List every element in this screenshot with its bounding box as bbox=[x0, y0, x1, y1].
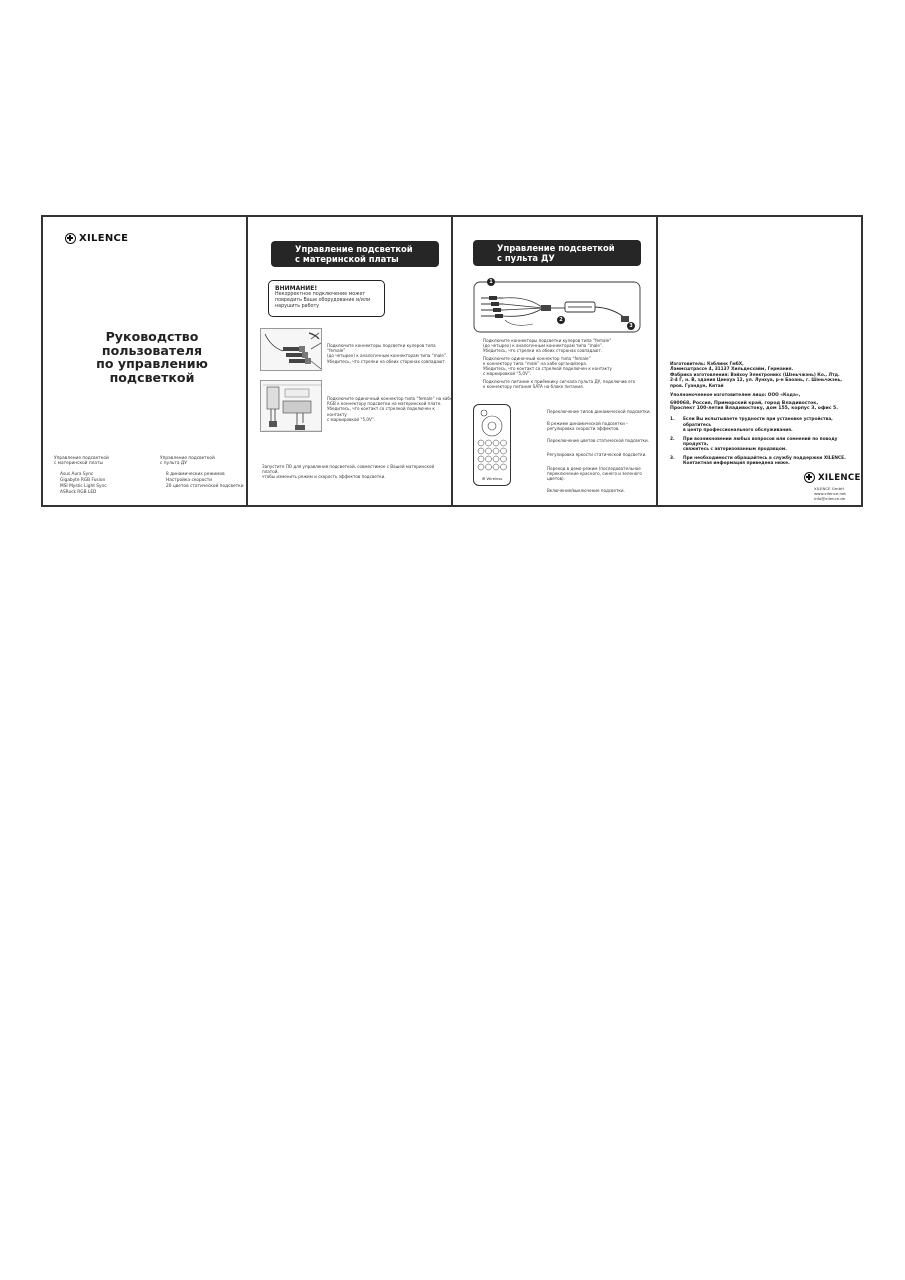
motherboard-step-2: Подключите одиночный коннектор типа “female” на хабе RGB к коннектору подсветки на материнской плате. Убедитесь, что контакт со стрелкой подключен к контакту с маркировкой “5,0V”. bbox=[327, 396, 453, 422]
motherboard-header-illustration bbox=[260, 380, 322, 432]
remote-connection-illustration bbox=[473, 278, 643, 334]
step-marker-3: 3 bbox=[627, 322, 635, 330]
ir-remote bbox=[473, 404, 511, 486]
warning-box: ВНИМАНИЕ! Некорректное подключение может повредить Ваше оборудование и/или нарушить работу bbox=[268, 280, 385, 317]
manual-sheet bbox=[41, 215, 863, 507]
hub-and-receiver-icon bbox=[473, 278, 643, 334]
list-item: 2. При возникновении любых вопросов или сомнений по поводу продукта, свяжитесь с авторизованным продавцом. bbox=[670, 436, 838, 453]
list-item: ASRock RGB LED bbox=[60, 489, 97, 495]
list-item: 8 динамических режимов bbox=[166, 471, 225, 477]
section-title-motherboard: Управление подсветкой с материнской платы bbox=[271, 241, 439, 267]
list-item: В режиме динамической подсветки – регулировка скорости эффектов. bbox=[547, 421, 629, 431]
list-item: Переход в демо-режим (последовательное переключение красного, синего и зеленого цветов). bbox=[547, 466, 642, 481]
email-link[interactable]: info@xilence.de bbox=[814, 495, 846, 501]
remote-panel bbox=[453, 217, 658, 505]
motherboard-hub-icon bbox=[261, 381, 322, 432]
list-item: Переключение цветов статической подсветки. bbox=[547, 438, 649, 443]
remote-buttons-icon bbox=[474, 406, 510, 478]
xilence-logo-footer: XILENCE bbox=[804, 472, 861, 483]
list-item: Настройка скорости bbox=[166, 477, 213, 483]
info-panel bbox=[658, 217, 861, 505]
xilence-logo: XILENCE bbox=[65, 233, 128, 244]
step-marker-2: 2 bbox=[557, 316, 565, 324]
xilence-plus-icon bbox=[65, 233, 76, 244]
list-item: MSI Mystic Light Sync bbox=[60, 483, 107, 489]
list-item: Переключение типов динамической подсветки. bbox=[547, 409, 651, 414]
connector-cables-icon bbox=[261, 329, 322, 371]
list-item: 3. При необходимости обращайтесь в службу поддержки XILENCE. Контактная информация приведена ниже. bbox=[670, 455, 846, 467]
motherboard-control-summary: Управление подсветкой с материнской платы Asus Aura Sync Gigabyte RGB Fusion MSI Mystic Light Sync ASRock RGB LED bbox=[54, 456, 144, 496]
manufacturer-info: Изготовитель: Кэблинк ГмбХ, Ламмсштрассе 4, 31137 Хильдесхайм, Германия. Фабрика изготовления: Вэйхоу Электроникс (Шэньчжэнь) Ко., Лтд. 2-4 Г, н. В, здания Цинхуа 12, ул. Лунхуа, р-н Баоань, г. Шэньчжэнь, пров. Гуандун, Китай Уполномоченное изготовителем лицо: ООО «Кода», 690068, Россия, Приморский край, город Владивосток, Проспект 100-летия Владивостоку, дом 155, корпус 3, офис 5. 1. Если Вы испытываете трудности при установке устройства, обратитесь в центр профессионального обслуживания. 2. При возникновении любых вопросов или сомнений по поводу продукта, свяжитесь с авторизованным продавцом. 3. При необходимости обращайтесь в службу поддержки XILENCE. Контактная информация приведена ниже. bbox=[670, 362, 858, 470]
remote-steps: Подключите коннекторы подсветки кулеров типа “female” (до четырех) к аналогичным коннекторам типа “male”. Убедитесь, что стрелки на обеих сторонах совпадают. Подключите одиночный коннектор типа “female” к коннектору типа “male” на хабе органайзера. Убедитесь, что контакт со стрелкой подключен к контакту с маркировкой “5,0V”. Подключите питание к приёмнику сигнала пульта ДУ, подключив его к коннектору питания SATA на блоке питания. bbox=[483, 338, 636, 389]
step-marker-1: 1 bbox=[487, 278, 495, 286]
cover-title: Руководство пользователя по управлению подсветкой bbox=[96, 329, 208, 385]
software-note: Запустите ПО для управления подсветкой, совместимое с Вашей материнской платой, чтобы изменить режим и скорость эффектов подсветки. bbox=[262, 464, 435, 480]
motherboard-step-1: Подключите коннекторы подсветки кулеров типа “female” (до четырех) к аналогичным коннекторам типа “male”. Убедитесь, что стрелки на обеих сторонах совпадают. bbox=[327, 343, 448, 364]
list-item: 20 цветов статической подсветки bbox=[166, 483, 244, 489]
contact-info: XILENCE GmbH www.xilence.net info@xilence.de bbox=[814, 487, 859, 501]
xilence-plus-icon bbox=[804, 472, 815, 483]
list-item: 1. Если Вы испытываете трудности при установке устройства, обратитесь в центр профессионального обслуживания. bbox=[670, 417, 833, 434]
list-item: Gigabyte RGB Fusion bbox=[60, 477, 106, 483]
remote-button-descriptions bbox=[547, 409, 655, 493]
list-item: Регулировка яркости статической подсветки. bbox=[547, 452, 647, 457]
remote-label: IR Wireless bbox=[481, 476, 503, 481]
remote-control-summary: Управление подсветкой с пульта ДУ 8 динамических режимов Настройка скорости 20 цветов статической подсветки bbox=[160, 456, 248, 490]
motherboard-panel bbox=[248, 217, 453, 505]
list-item: Включение/выключение подсветки. bbox=[547, 488, 625, 493]
cover-panel bbox=[43, 217, 248, 505]
section-title-remote: Управление подсветкой с пульта ДУ bbox=[473, 240, 641, 266]
list-item: Asus Aura Sync bbox=[60, 471, 94, 477]
support-steps bbox=[670, 417, 858, 466]
fan-connectors-illustration bbox=[260, 328, 322, 371]
website-link[interactable]: www.xilence.net bbox=[814, 490, 846, 496]
